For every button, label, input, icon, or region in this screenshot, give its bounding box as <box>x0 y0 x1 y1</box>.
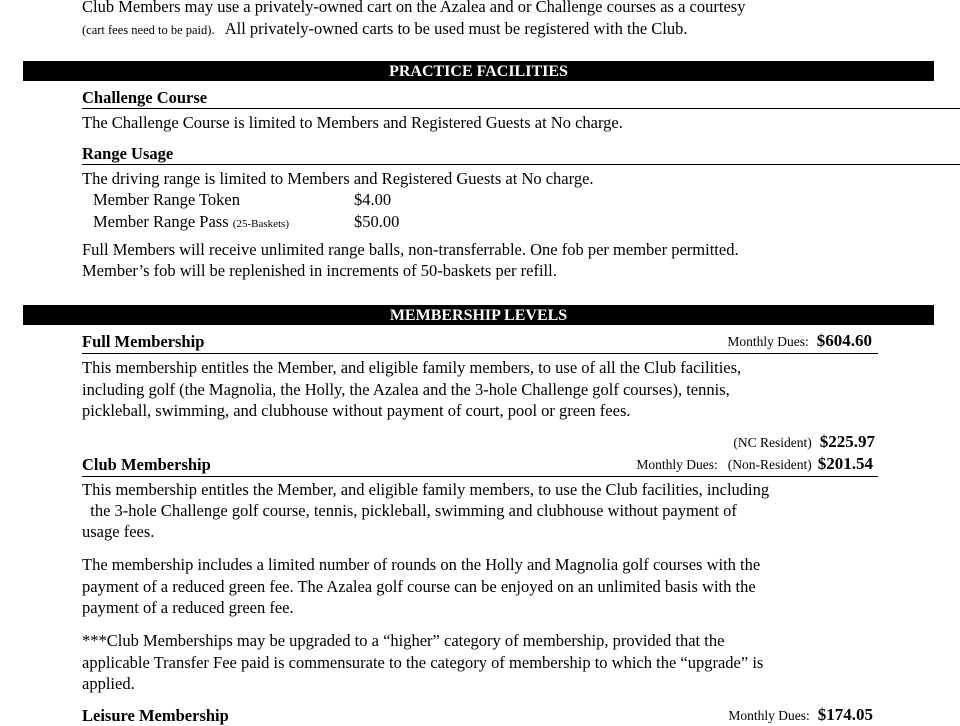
challenge-course-text: The Challenge Course is limited to Members and Registered Guests at No charge. <box>82 113 623 132</box>
club-membership-title: Club Membership <box>82 455 211 474</box>
full-dues-label: Monthly Dues: <box>727 334 809 349</box>
full-membership-line-3: pickleball, swimming, and clubhouse without payment of court, pool or green fees. <box>82 401 631 420</box>
club-para2-line-3: payment of a reduced green fee. <box>82 598 294 617</box>
club-dues-label: Monthly Dues: <box>636 457 718 472</box>
club-membership-rule <box>82 476 878 477</box>
range-usage-text: The driving range is limited to Members and Registered Guests at No charge. <box>82 169 594 188</box>
leisure-membership-dues <box>728 705 873 725</box>
range-fob-line-2: Member’s fob will be replenished in increments of 50-baskets per refill. <box>82 261 557 280</box>
intro-line-2 <box>82 18 688 41</box>
leisure-membership-title: Leisure Membership <box>82 706 229 725</box>
club-non-value: $201.54 <box>817 454 873 473</box>
range-usage-title: Range Usage <box>82 144 174 163</box>
full-membership-dues <box>727 331 872 351</box>
range-pass-note: (25-Baskets) <box>232 218 289 230</box>
range-fob-line-1: Full Members will receive unlimited range balls, non-transferrable. One fob per member permitted. <box>82 240 739 259</box>
leisure-dues-label: Monthly Dues: <box>728 708 810 723</box>
range-item-pass-label <box>93 211 289 235</box>
club-nc-value: $225.97 <box>819 432 875 451</box>
full-membership-line-1: This membership entitles the Member, and eligible family members, to use of all the Club facilities, <box>82 358 742 377</box>
intro-line-1: Club Members may use a privately-owned cart on the Azalea and or Challenge courses as a courtesy <box>82 0 746 16</box>
range-usage-rule <box>82 164 960 165</box>
intro-cart-fee-note: (cart fees need to be paid). <box>82 23 215 37</box>
range-item-pass-price: $50.00 <box>354 212 400 231</box>
club-dues-nc <box>733 432 875 452</box>
practice-facilities-header: PRACTICE FACILITIES <box>23 61 934 81</box>
full-membership-line-2: including golf (the Magnolia, the Holly, the Azalea and the 3-hole Challenge golf courses), tennis, <box>82 380 730 399</box>
club-para2-line-2: payment of a reduced green fee. The Azalea golf course can be enjoyed on an unlimited basis with the <box>82 577 756 596</box>
range-item-token-price: $4.00 <box>354 190 392 209</box>
club-para3-line-1: ***Club Memberships may be upgraded to a “higher” category of membership, provided that the <box>82 631 725 650</box>
intro-registration-text: All privately-owned carts to be used must be registered with the Club. <box>224 19 688 38</box>
range-pass-label-text: Member Range Pass <box>93 212 229 231</box>
full-membership-title: Full Membership <box>82 332 205 351</box>
full-membership-rule <box>82 353 878 354</box>
club-membership-line-2: the 3-hole Challenge golf course, tennis, pickleball, swimming and clubhouse without payment of <box>82 501 737 520</box>
club-membership-line-1: This membership entitles the Member, and eligible family members, to use the Club facilities, including <box>82 480 770 499</box>
leisure-dues-value: $174.05 <box>817 705 873 724</box>
club-non-label: (Non-Resident) <box>727 457 812 472</box>
club-dues-non-resident <box>636 454 873 474</box>
membership-levels-header: MEMBERSHIP LEVELS <box>23 305 934 325</box>
full-dues-value: $604.60 <box>816 331 872 350</box>
club-membership-line-3: usage fees. <box>82 522 155 541</box>
club-para3-line-3: applied. <box>82 674 135 693</box>
range-item-token-label: Member Range Token <box>93 190 241 209</box>
club-para3-line-2: applicable Transfer Fee paid is commensurate to the category of membership to which the “upgrade” is <box>82 653 764 672</box>
challenge-course-rule <box>82 108 960 109</box>
club-para2-line-1: The membership includes a limited number of rounds on the Holly and Magnolia golf courses with the <box>82 555 761 574</box>
club-nc-label: (NC Resident) <box>733 435 812 450</box>
challenge-course-title: Challenge Course <box>82 88 208 107</box>
